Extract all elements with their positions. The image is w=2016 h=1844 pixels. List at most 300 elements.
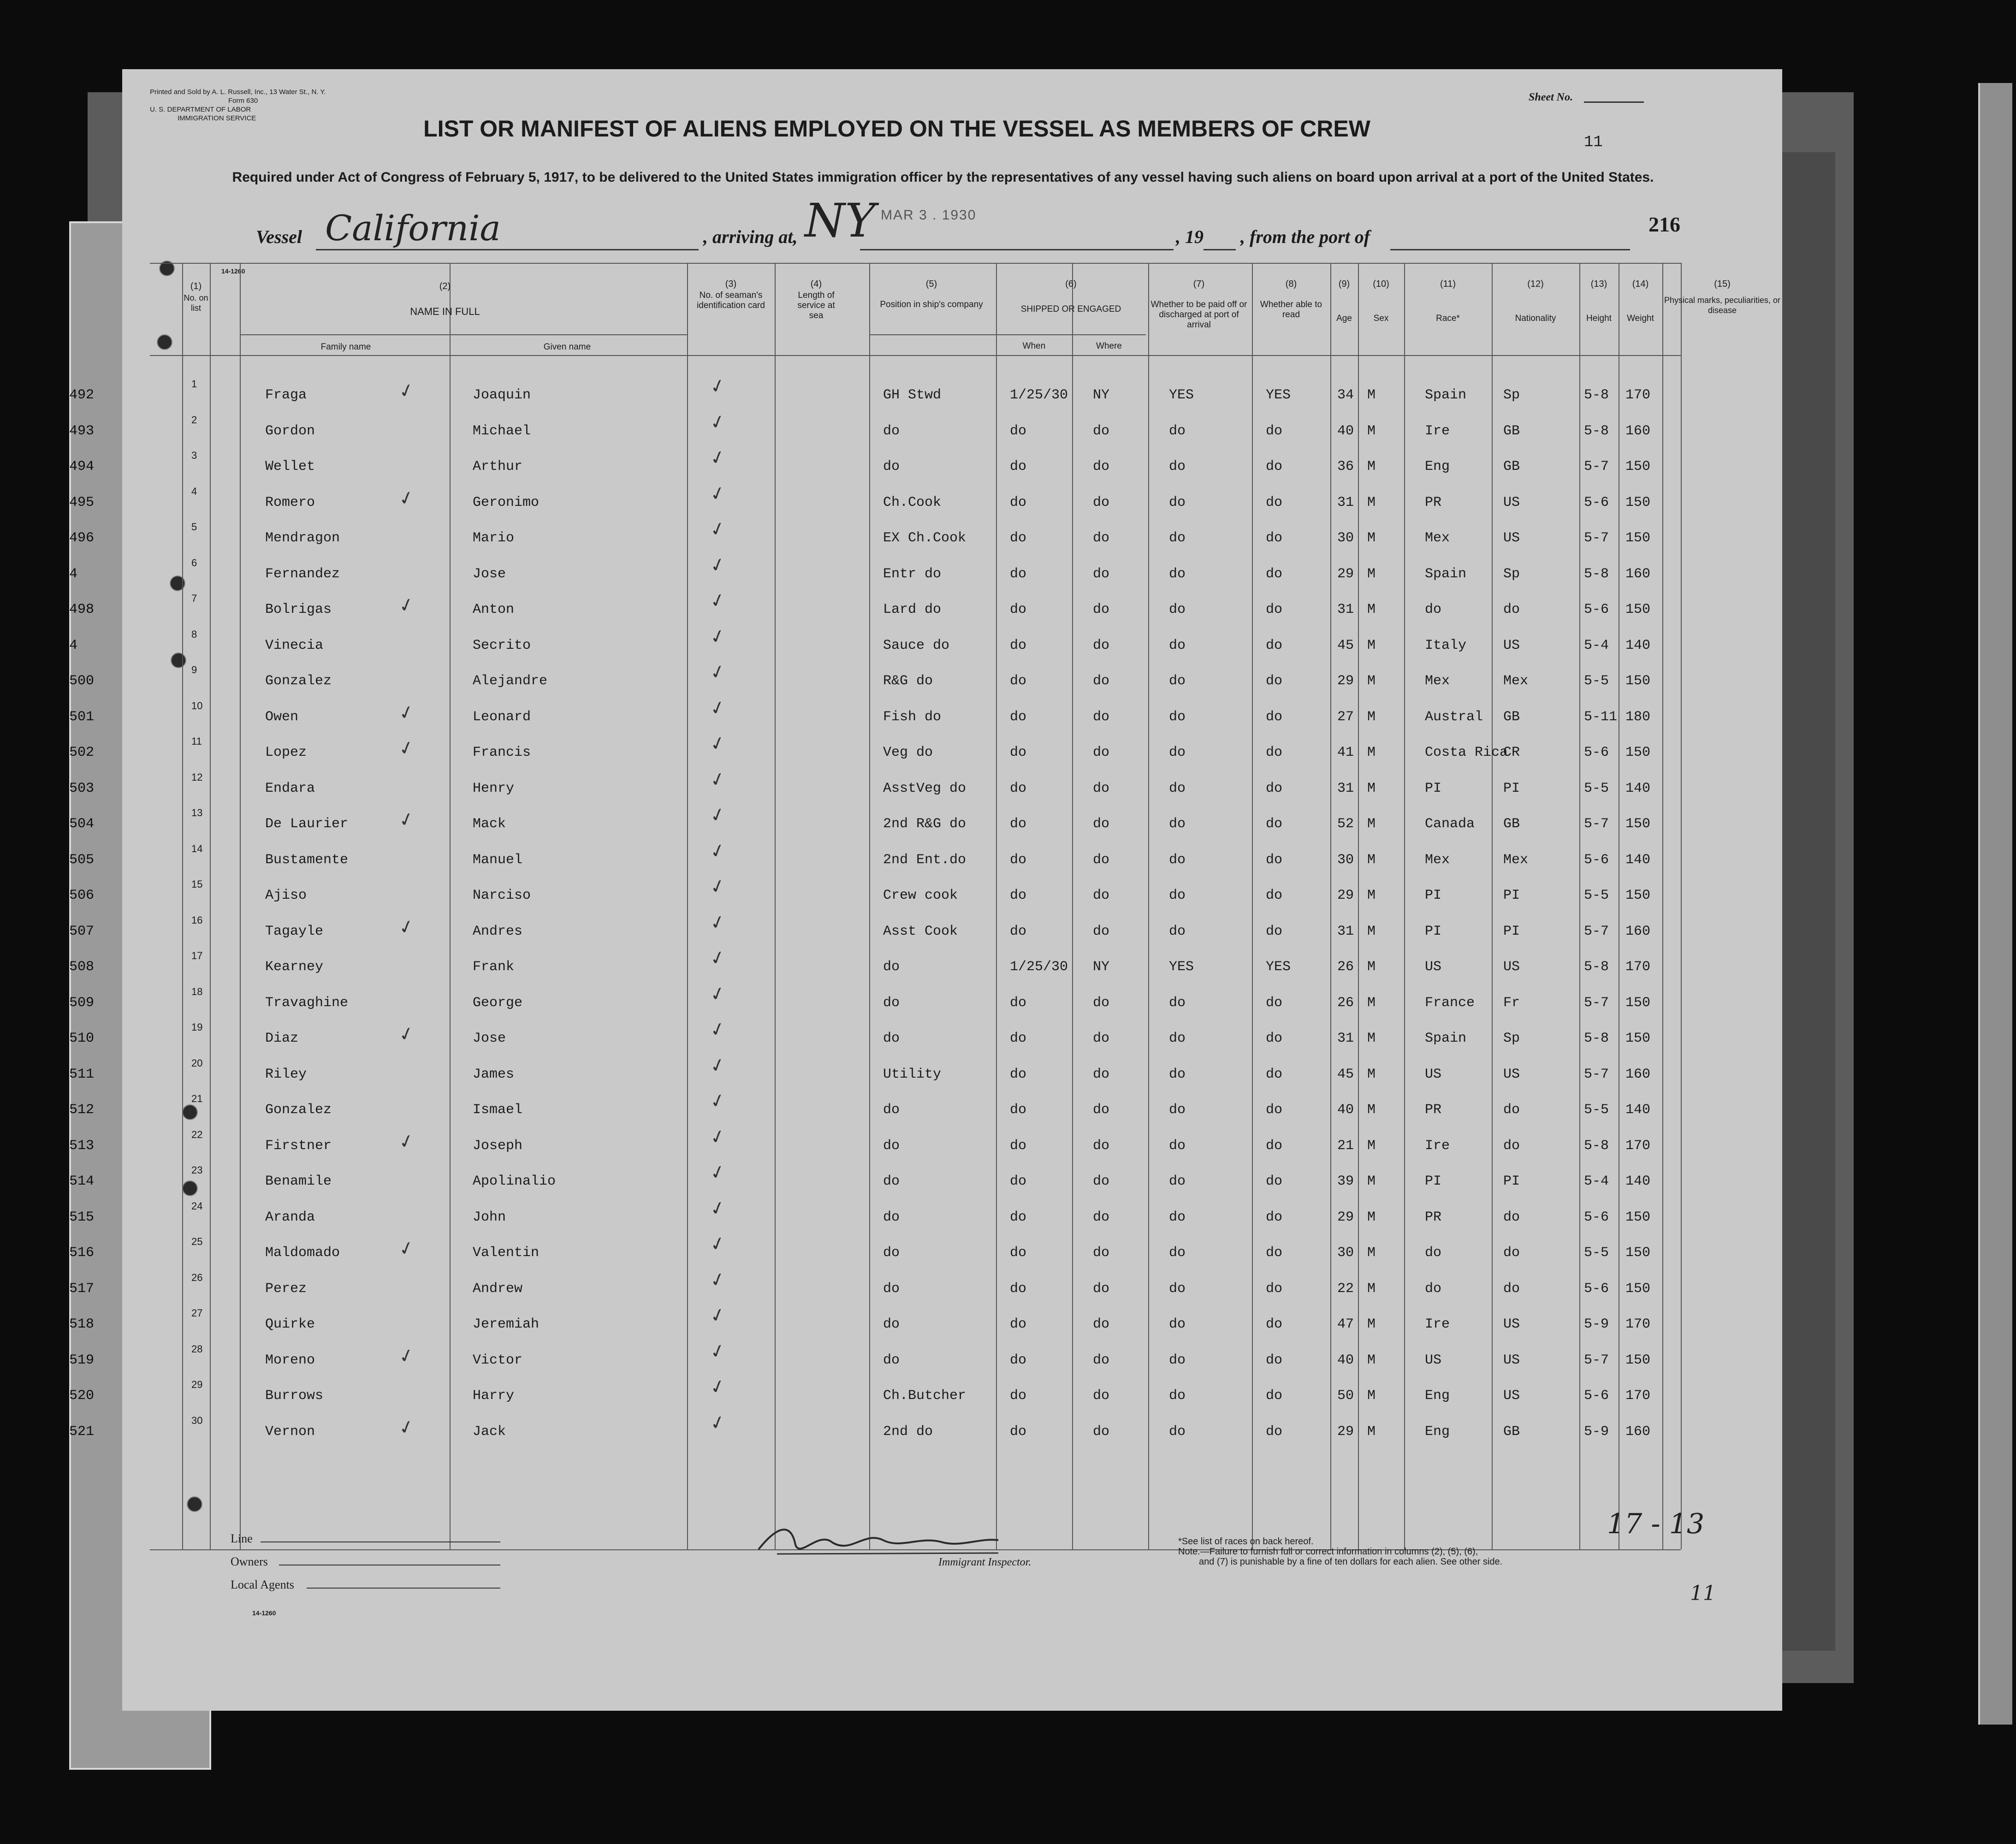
margin-tally: 17 - 13 bbox=[1607, 1508, 1705, 1540]
cell-when: do bbox=[1010, 673, 1027, 689]
cell-race: do bbox=[1425, 602, 1442, 617]
cell-paid: do bbox=[1169, 637, 1186, 653]
cell-read: do bbox=[1266, 1031, 1283, 1046]
cell-no: 10 bbox=[191, 700, 203, 712]
cell-family: Ajiso bbox=[265, 888, 307, 903]
cell-ext: 504 bbox=[69, 816, 95, 832]
checkmark-icon: ✓ bbox=[396, 914, 417, 940]
checkmark-icon: ✓ bbox=[707, 981, 728, 1007]
cell-nat: US bbox=[1503, 494, 1520, 510]
margin-tally-2: 11 bbox=[1690, 1582, 1716, 1605]
cell-family: Romero bbox=[265, 494, 315, 510]
col-num: (2) bbox=[439, 281, 451, 291]
sheet-no-underline bbox=[1584, 101, 1644, 103]
cell-race: Mex bbox=[1425, 852, 1450, 868]
cell-where: do bbox=[1093, 1209, 1110, 1225]
cell-position: 2nd R&G do bbox=[883, 816, 966, 832]
cell-nat: do bbox=[1503, 1245, 1520, 1261]
cell-family: Gordon bbox=[265, 423, 315, 439]
checkmark-icon: ✓ bbox=[707, 803, 728, 828]
arriving-label: , arriving at, bbox=[703, 226, 798, 247]
cell-age: 36 bbox=[1337, 459, 1354, 474]
cell-age: 40 bbox=[1337, 1102, 1354, 1118]
cell-position: GH Stwd bbox=[883, 387, 942, 403]
cell-where: do bbox=[1093, 1031, 1110, 1046]
cell-paid: do bbox=[1169, 780, 1186, 796]
cell-paid: do bbox=[1169, 1174, 1186, 1189]
shipped-subheader-rule bbox=[869, 334, 1146, 335]
cell-height: 5-6 bbox=[1584, 852, 1609, 868]
cell-given: Andrew bbox=[473, 1281, 523, 1297]
cell-weight: 140 bbox=[1625, 780, 1651, 796]
cell-age: 45 bbox=[1337, 637, 1354, 653]
cell-when: 1/25/30 bbox=[1010, 959, 1068, 975]
col-header-given: Given name bbox=[543, 342, 591, 352]
cell-weight: 140 bbox=[1625, 852, 1651, 868]
table-column-rule bbox=[1404, 263, 1405, 1549]
cell-nat: GB bbox=[1503, 1423, 1520, 1440]
cell-weight: 160 bbox=[1625, 1423, 1651, 1440]
date-stamp: MAR 3 . 1930 bbox=[881, 208, 977, 223]
checkmark-icon: ✓ bbox=[707, 1089, 728, 1114]
cell-height: 5-4 bbox=[1584, 637, 1609, 653]
cell-sex: M bbox=[1367, 602, 1376, 617]
cell-ext: 510 bbox=[69, 1031, 95, 1046]
cell-position: do bbox=[883, 959, 900, 975]
cell-race: Mex bbox=[1425, 530, 1450, 546]
table-header-rule bbox=[150, 355, 1681, 356]
cell-family: Burrows bbox=[265, 1388, 324, 1404]
cell-family: Vinecia bbox=[265, 637, 324, 653]
cell-sex: M bbox=[1367, 816, 1376, 832]
cell-age: 45 bbox=[1337, 1066, 1354, 1082]
cell-where: do bbox=[1093, 566, 1110, 582]
cell-ext: 507 bbox=[69, 923, 95, 939]
checkmark-icon: ✓ bbox=[707, 767, 728, 792]
cell-sex: M bbox=[1367, 1066, 1376, 1082]
cell-height: 5-7 bbox=[1584, 1352, 1609, 1368]
cell-height: 5-8 bbox=[1584, 387, 1609, 403]
cell-age: 30 bbox=[1337, 852, 1354, 868]
cell-paid: do bbox=[1169, 1102, 1186, 1118]
department: U. S. DEPARTMENT OF LABOR bbox=[150, 106, 251, 113]
cell-race: PR bbox=[1425, 1102, 1442, 1118]
cell-family: Fraga bbox=[265, 387, 307, 403]
cell-given: Joaquin bbox=[473, 387, 531, 403]
cell-no: 13 bbox=[191, 807, 203, 818]
cell-sex: M bbox=[1367, 387, 1376, 403]
cell-race: Spain bbox=[1425, 387, 1467, 403]
cell-given: Arthur bbox=[473, 459, 523, 474]
cell-sex: M bbox=[1367, 459, 1376, 474]
cell-where: do bbox=[1093, 995, 1110, 1011]
cell-no: 25 bbox=[191, 1236, 203, 1247]
cell-height: 5-7 bbox=[1584, 530, 1609, 546]
cell-position: 2nd do bbox=[883, 1423, 933, 1440]
cell-family: Tagayle bbox=[265, 923, 324, 939]
table-column-rule bbox=[1358, 263, 1359, 1549]
cell-ext: 493 bbox=[69, 423, 95, 439]
cell-ext: 495 bbox=[69, 494, 95, 510]
cell-sex: M bbox=[1367, 888, 1376, 903]
cell-age: 40 bbox=[1337, 1352, 1354, 1368]
cell-race: Eng bbox=[1425, 459, 1450, 474]
cell-position: Crew cook bbox=[883, 888, 958, 903]
cell-paid: do bbox=[1169, 423, 1186, 439]
cell-height: 5-8 bbox=[1584, 1031, 1609, 1046]
cell-weight: 140 bbox=[1625, 637, 1651, 653]
cell-nat: US bbox=[1503, 1388, 1520, 1404]
cell-ext: 492 bbox=[69, 387, 95, 403]
cell-read: do bbox=[1266, 1281, 1283, 1297]
cell-height: 5-6 bbox=[1584, 745, 1609, 760]
cell-nat: Sp bbox=[1503, 1031, 1520, 1046]
checkmark-icon: ✓ bbox=[396, 1022, 417, 1047]
cell-read: do bbox=[1266, 1423, 1283, 1440]
cell-nat: do bbox=[1503, 1138, 1520, 1154]
checkmark-icon: ✓ bbox=[707, 1160, 728, 1185]
page-subtitle: Required under Act of Congress of February 5, 1917, to be delivered to the United States immigration officer by the representatives of any vessel having such aliens on board upon arrival at a port of the United States. bbox=[232, 170, 1654, 185]
cell-family: Maldomado bbox=[265, 1245, 340, 1261]
table-column-rule bbox=[1330, 263, 1331, 1549]
cell-paid: do bbox=[1169, 816, 1186, 832]
cell-ext: 509 bbox=[69, 995, 95, 1011]
col-header-name: NAME IN FULL bbox=[410, 306, 480, 317]
cell-when: do bbox=[1010, 1031, 1027, 1046]
cell-given: Harry bbox=[473, 1388, 515, 1404]
table-column-rule bbox=[1579, 263, 1580, 1549]
cell-height: 5-5 bbox=[1584, 780, 1609, 796]
table-column-rule bbox=[1148, 263, 1149, 1549]
cell-no: 4 bbox=[191, 485, 197, 497]
cell-when: do bbox=[1010, 1281, 1027, 1297]
col-header-family: Family name bbox=[320, 342, 371, 352]
cell-where: do bbox=[1093, 1102, 1110, 1118]
cell-nat: do bbox=[1503, 602, 1520, 617]
cell-race: Ire bbox=[1425, 423, 1450, 439]
cell-when: do bbox=[1010, 566, 1027, 582]
cell-read: do bbox=[1266, 780, 1283, 796]
cell-age: 31 bbox=[1337, 780, 1354, 796]
cell-when: do bbox=[1010, 1138, 1027, 1154]
cell-no: 18 bbox=[191, 985, 203, 997]
cell-position: Lard do bbox=[883, 602, 942, 617]
punch-hole-icon bbox=[157, 334, 172, 350]
cell-paid: do bbox=[1169, 673, 1186, 689]
cell-where: do bbox=[1093, 888, 1110, 903]
table-column-rule bbox=[996, 263, 997, 1549]
cell-given: Mario bbox=[473, 530, 515, 546]
cell-paid: do bbox=[1169, 852, 1186, 868]
cell-weight: 160 bbox=[1625, 566, 1651, 582]
col-num: (6) bbox=[1065, 279, 1077, 289]
cell-weight: 150 bbox=[1625, 673, 1651, 689]
cell-given: Henry bbox=[473, 780, 515, 796]
cell-given: Frank bbox=[473, 959, 515, 975]
col-num: (9) bbox=[1338, 279, 1350, 289]
checkmark-icon: ✓ bbox=[707, 552, 728, 578]
cell-race: Eng bbox=[1425, 1423, 1450, 1440]
cell-age: 41 bbox=[1337, 745, 1354, 760]
cell-age: 27 bbox=[1337, 709, 1354, 725]
cell-age: 39 bbox=[1337, 1174, 1354, 1189]
cell-height: 5-5 bbox=[1584, 673, 1609, 689]
checkmark-icon: ✓ bbox=[707, 838, 728, 864]
cell-family: Gonzalez bbox=[265, 673, 332, 689]
cell-ext: 501 bbox=[69, 709, 95, 725]
cell-where: do bbox=[1093, 1352, 1110, 1368]
cell-family: Vernon bbox=[265, 1423, 315, 1440]
checkmark-icon: ✓ bbox=[707, 1232, 728, 1257]
col-num: (7) bbox=[1193, 279, 1205, 289]
cell-read: do bbox=[1266, 1316, 1283, 1332]
cell-height: 5-5 bbox=[1584, 1102, 1609, 1118]
note-fine: Note.—Failure to furnish full or correct information in columns (2), (5), (6), bbox=[1178, 1547, 1478, 1557]
cell-ext: 512 bbox=[69, 1102, 95, 1118]
cell-sex: M bbox=[1367, 1138, 1376, 1154]
checkmark-icon: ✓ bbox=[396, 736, 417, 761]
cell-read: do bbox=[1266, 637, 1283, 653]
cell-when: do bbox=[1010, 1388, 1027, 1404]
cell-nat: US bbox=[1503, 1066, 1520, 1082]
cell-height: 5-7 bbox=[1584, 923, 1609, 939]
table-column-rule bbox=[1492, 263, 1493, 1549]
cell-when: do bbox=[1010, 1102, 1027, 1118]
cell-paid: do bbox=[1169, 1245, 1186, 1261]
cell-sex: M bbox=[1367, 1102, 1376, 1118]
checkmark-icon: ✓ bbox=[707, 1303, 728, 1328]
cell-no: 6 bbox=[191, 557, 197, 569]
cell-race: PR bbox=[1425, 494, 1442, 510]
cell-race: Mex bbox=[1425, 673, 1450, 689]
cell-read: do bbox=[1266, 530, 1283, 546]
cell-given: Jose bbox=[473, 1031, 506, 1046]
cell-age: 29 bbox=[1337, 1209, 1354, 1225]
cell-read: do bbox=[1266, 1174, 1283, 1189]
cell-height: 5-4 bbox=[1584, 1174, 1609, 1189]
cell-race: Austral bbox=[1425, 709, 1483, 725]
cell-where: do bbox=[1093, 1423, 1110, 1440]
cell-paid: do bbox=[1169, 1352, 1186, 1368]
cell-given: Alejandre bbox=[473, 673, 548, 689]
cell-when: do bbox=[1010, 602, 1027, 617]
cell-weight: 150 bbox=[1625, 530, 1651, 546]
cell-given: Andres bbox=[473, 923, 523, 939]
cell-when: do bbox=[1010, 1209, 1027, 1225]
cell-nat: CR bbox=[1503, 745, 1520, 760]
cell-no: 24 bbox=[191, 1200, 203, 1212]
cell-read: do bbox=[1266, 1209, 1283, 1225]
cell-sex: M bbox=[1367, 1174, 1376, 1189]
cell-given: Jack bbox=[473, 1423, 506, 1440]
cell-where: do bbox=[1093, 1138, 1110, 1154]
cell-when: do bbox=[1010, 1066, 1027, 1082]
cell-nat: do bbox=[1503, 1209, 1520, 1225]
checkmark-icon: ✓ bbox=[707, 1339, 728, 1364]
cell-given: Valentin bbox=[473, 1245, 540, 1261]
cell-age: 29 bbox=[1337, 888, 1354, 903]
cell-sex: M bbox=[1367, 780, 1376, 796]
cell-no: 27 bbox=[191, 1307, 203, 1319]
cell-weight: 150 bbox=[1625, 494, 1651, 510]
cell-family: Gonzalez bbox=[265, 1102, 332, 1118]
cell-nat: GB bbox=[1503, 423, 1520, 439]
checkmark-icon: ✓ bbox=[707, 1124, 728, 1150]
cell-paid: do bbox=[1169, 602, 1186, 617]
checkmark-icon: ✓ bbox=[707, 695, 728, 721]
cell-family: Riley bbox=[265, 1066, 307, 1082]
cell-position: do bbox=[883, 1281, 900, 1297]
cell-read: do bbox=[1266, 709, 1283, 725]
cell-where: do bbox=[1093, 1066, 1110, 1082]
cell-where: NY bbox=[1093, 959, 1110, 975]
cell-when: do bbox=[1010, 494, 1027, 510]
cell-nat: PI bbox=[1503, 1174, 1520, 1189]
vessel-underline bbox=[316, 249, 699, 250]
col-header-age: Age bbox=[1336, 314, 1352, 323]
cell-weight: 150 bbox=[1625, 1352, 1651, 1368]
cell-given: Michael bbox=[473, 423, 531, 439]
cell-read: do bbox=[1266, 1388, 1283, 1404]
cell-paid: do bbox=[1169, 995, 1186, 1011]
cell-given: Geronimo bbox=[473, 494, 540, 510]
checkmark-icon: ✓ bbox=[396, 593, 417, 618]
cell-given: Leonard bbox=[473, 709, 531, 725]
cell-race: do bbox=[1425, 1245, 1442, 1261]
cell-nat: Sp bbox=[1503, 566, 1520, 582]
cell-family: Travaghine bbox=[265, 995, 349, 1011]
cell-position: do bbox=[883, 1316, 900, 1332]
cell-age: 34 bbox=[1337, 387, 1354, 403]
cell-position: do bbox=[883, 1138, 900, 1154]
cell-when: 1/25/30 bbox=[1010, 387, 1068, 403]
col-num: (15) bbox=[1714, 279, 1731, 289]
cell-age: 40 bbox=[1337, 423, 1354, 439]
cell-no: 14 bbox=[191, 842, 203, 854]
cell-ext: 520 bbox=[69, 1388, 95, 1404]
cell-family: Moreno bbox=[265, 1352, 315, 1368]
col-header-id-card: No. of seaman's identification card bbox=[697, 291, 765, 310]
cell-nat: GB bbox=[1503, 816, 1520, 832]
cell-nat: US bbox=[1503, 1352, 1520, 1368]
cell-where: do bbox=[1093, 1245, 1110, 1261]
cell-family: Lopez bbox=[265, 745, 307, 760]
note-races: *See list of races on back hereof. bbox=[1178, 1536, 1314, 1547]
cell-given: Mack bbox=[473, 816, 506, 832]
cell-paid: do bbox=[1169, 1031, 1186, 1046]
cell-ext: 4 bbox=[69, 566, 78, 582]
cell-nat: PI bbox=[1503, 923, 1520, 939]
cell-weight: 150 bbox=[1625, 888, 1651, 903]
col-header-nationality: Nationality bbox=[1515, 314, 1556, 323]
cell-ext: 4 bbox=[69, 637, 78, 653]
cell-where: do bbox=[1093, 673, 1110, 689]
cell-where: do bbox=[1093, 1316, 1110, 1332]
table-top-rule bbox=[150, 263, 1681, 264]
cell-age: 26 bbox=[1337, 959, 1354, 975]
checkmark-icon: ✓ bbox=[396, 1343, 417, 1369]
cell-position: do bbox=[883, 1031, 900, 1046]
cell-ext: 503 bbox=[69, 780, 95, 796]
cell-weight: 170 bbox=[1625, 1138, 1651, 1154]
cell-weight: 150 bbox=[1625, 745, 1651, 760]
cell-sex: M bbox=[1367, 1316, 1376, 1332]
checkmark-icon: ✓ bbox=[707, 409, 728, 435]
year-label: , 19 bbox=[1176, 226, 1204, 247]
cell-height: 5-7 bbox=[1584, 816, 1609, 832]
cell-ext: 519 bbox=[69, 1352, 95, 1368]
cell-no: 2 bbox=[191, 414, 197, 426]
cell-read: YES bbox=[1266, 959, 1291, 975]
sheet-no-label: Sheet No. bbox=[1529, 91, 1573, 103]
cell-position: 2nd Ent.do bbox=[883, 852, 966, 868]
cell-nat: US bbox=[1503, 959, 1520, 975]
vessel-label: Vessel bbox=[256, 226, 302, 247]
cell-no: 23 bbox=[191, 1164, 203, 1176]
cell-family: Quirke bbox=[265, 1316, 315, 1332]
cell-sex: M bbox=[1367, 1245, 1376, 1261]
cell-height: 5-8 bbox=[1584, 423, 1609, 439]
cell-height: 5-6 bbox=[1584, 1281, 1609, 1297]
col-header-no: No. on list bbox=[184, 293, 208, 313]
cell-height: 5-9 bbox=[1584, 1316, 1609, 1332]
cell-paid: do bbox=[1169, 1066, 1186, 1082]
checkmark-icon: ✓ bbox=[396, 486, 417, 511]
cell-given: Anton bbox=[473, 602, 515, 617]
cell-paid: do bbox=[1169, 459, 1186, 474]
cell-age: 31 bbox=[1337, 1031, 1354, 1046]
checkmark-icon: ✓ bbox=[707, 624, 728, 649]
cell-when: do bbox=[1010, 1316, 1027, 1332]
cell-race: Eng bbox=[1425, 1388, 1450, 1404]
col-header-shipped: SHIPPED OR ENGAGED bbox=[1020, 304, 1121, 314]
cell-when: do bbox=[1010, 709, 1027, 725]
cell-sex: M bbox=[1367, 995, 1376, 1011]
cell-read: do bbox=[1266, 602, 1283, 617]
page-number: 216 bbox=[1648, 213, 1680, 236]
cell-paid: do bbox=[1169, 745, 1186, 760]
col-header-paid-off: Whether to be paid off or discharged at port of arrival bbox=[1150, 300, 1247, 330]
cell-given: James bbox=[473, 1066, 515, 1082]
cell-paid: do bbox=[1169, 1138, 1186, 1154]
cell-race: Ire bbox=[1425, 1316, 1450, 1332]
cell-given: Victor bbox=[473, 1352, 523, 1368]
cell-read: do bbox=[1266, 673, 1283, 689]
cell-ext: 513 bbox=[69, 1138, 95, 1154]
table-column-rule bbox=[240, 263, 241, 1549]
cell-nat: Sp bbox=[1503, 387, 1520, 403]
cell-height: 5-11 bbox=[1584, 709, 1618, 725]
col-header-position: Position in ship's company bbox=[880, 300, 983, 309]
cell-no: 29 bbox=[191, 1379, 203, 1390]
cell-weight: 180 bbox=[1625, 709, 1651, 725]
cell-family: Bolrigas bbox=[265, 602, 332, 617]
punch-hole-icon bbox=[187, 1496, 202, 1512]
name-subheader-rule bbox=[240, 334, 687, 335]
punch-hole-icon bbox=[171, 652, 186, 668]
from-port-label: , from the port of bbox=[1240, 226, 1370, 247]
cell-where: do bbox=[1093, 1388, 1110, 1404]
cell-read: do bbox=[1266, 423, 1283, 439]
cell-where: do bbox=[1093, 745, 1110, 760]
cell-height: 5-6 bbox=[1584, 602, 1609, 617]
cell-given: Jeremiah bbox=[473, 1316, 540, 1332]
cell-weight: 150 bbox=[1625, 816, 1651, 832]
cell-height: 5-9 bbox=[1584, 1423, 1609, 1440]
table-column-rule bbox=[687, 263, 688, 1549]
local-agents-label: Local Agents bbox=[231, 1578, 294, 1591]
checkmark-icon: ✓ bbox=[396, 1236, 417, 1261]
